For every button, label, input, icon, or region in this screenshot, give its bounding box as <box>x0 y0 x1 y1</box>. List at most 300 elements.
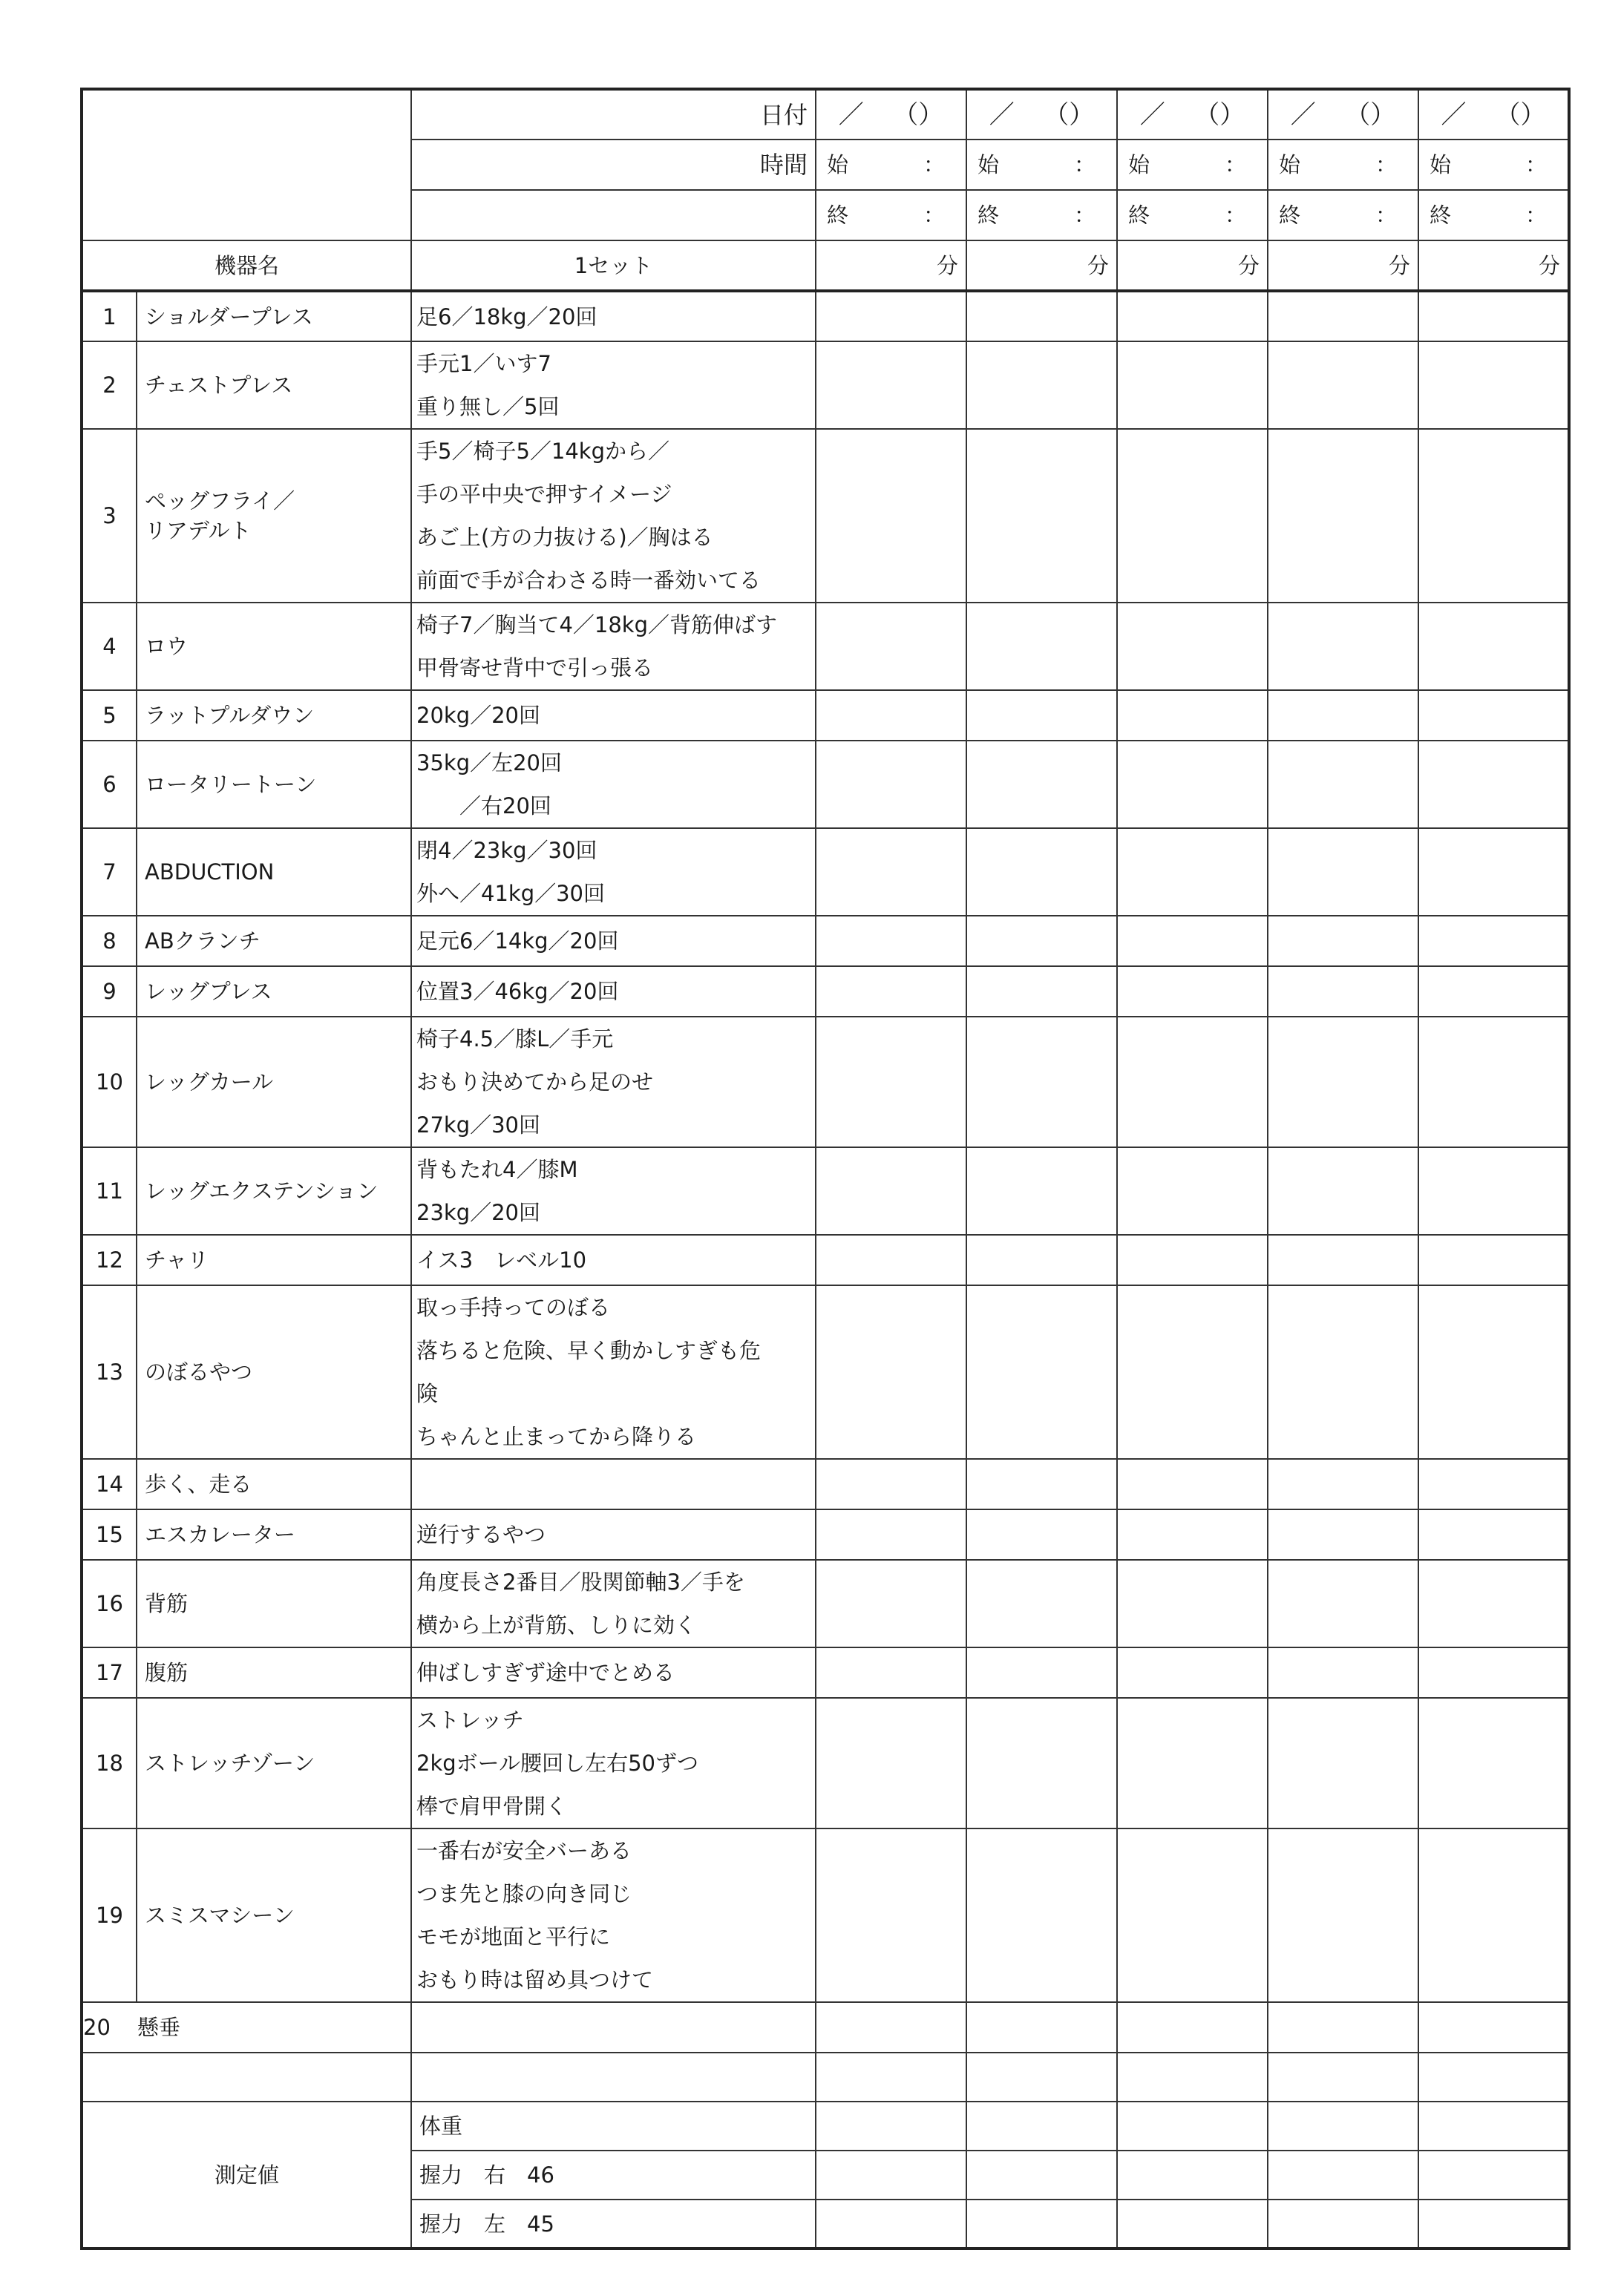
exercise-row <box>82 966 1569 1017</box>
end-time-cell[interactable] <box>816 190 966 240</box>
exercise-number: 6 <box>82 741 137 828</box>
end-time-cell[interactable] <box>1268 190 1418 240</box>
exercise-name-line: ペッグフライ／ <box>145 488 295 514</box>
record-cell[interactable] <box>816 1285 966 1459</box>
record-cell[interactable] <box>966 1235 1117 1285</box>
record-cell[interactable] <box>966 966 1117 1017</box>
record-cell[interactable] <box>966 741 1117 828</box>
time-label: 時間 <box>411 140 816 190</box>
record-cell[interactable] <box>1117 1459 1268 1509</box>
exercise-name <box>137 429 411 603</box>
setting-line: 険 <box>416 1381 439 1406</box>
exercise-name-line: ABクランチ <box>145 928 261 954</box>
record-cell[interactable] <box>1268 1560 1418 1647</box>
record-cell[interactable] <box>966 2002 1117 2053</box>
exercise-name <box>137 1828 411 2002</box>
record-cell[interactable] <box>1418 1459 1569 1509</box>
measurement-value-cell[interactable] <box>966 2151 1117 2200</box>
record-cell[interactable] <box>1117 2002 1268 2053</box>
record-cell[interactable] <box>1418 1647 1569 1698</box>
record-cell[interactable] <box>1117 603 1268 690</box>
exercise-name-line: レッグエクステンション <box>145 1178 379 1204</box>
record-cell[interactable] <box>1418 1698 1569 1828</box>
setting-line: 椅子4.5／膝L／手元 <box>416 1026 614 1052</box>
record-cell[interactable] <box>1117 1017 1268 1147</box>
exercise-number: 12 <box>82 1235 137 1285</box>
record-cell[interactable] <box>1117 1647 1268 1698</box>
time-end-blank <box>411 190 816 240</box>
setting-line: 23kg／20回 <box>416 1200 541 1225</box>
exercise-name-line: スミスマシーン <box>145 1903 295 1928</box>
record-cell[interactable] <box>966 291 1117 341</box>
record-cell[interactable] <box>1117 828 1268 916</box>
exercise-settings <box>411 1459 816 1509</box>
record-cell[interactable] <box>1418 2053 1569 2102</box>
record-cell[interactable] <box>816 1017 966 1147</box>
exercise-settings <box>411 603 816 690</box>
setting-line: 椅子7／胸当て4／18kg／背筋伸ばす <box>416 612 778 637</box>
exercise-name-line: ABDUCTION <box>145 859 275 885</box>
record-cell[interactable] <box>966 2053 1117 2102</box>
record-cell[interactable] <box>1418 828 1569 916</box>
exercise-name <box>137 1509 411 1560</box>
record-cell[interactable] <box>966 603 1117 690</box>
exercise-row <box>82 1828 1569 2002</box>
exercise-settings <box>411 1509 816 1560</box>
setting-line: 横から上が背筋、しりに効く <box>416 1613 697 1638</box>
exercise-number-name <box>82 2002 411 2053</box>
setting-line: 位置3／46kg／20回 <box>416 979 619 1004</box>
exercise-settings <box>411 1698 816 1828</box>
exercise-name <box>137 1017 411 1147</box>
exercise-settings <box>411 1647 816 1698</box>
record-cell[interactable] <box>966 1017 1117 1147</box>
date-cell[interactable] <box>1117 89 1268 140</box>
measurement-value-cell[interactable] <box>816 2151 966 2200</box>
record-cell[interactable] <box>816 828 966 916</box>
setting-line: 取っ手持ってのぼる <box>416 1295 611 1320</box>
record-cell[interactable] <box>966 690 1117 741</box>
set-header: 1セット <box>411 240 816 291</box>
exercise-number: 18 <box>82 1698 137 1828</box>
setting-line: 20kg／20回 <box>416 703 541 728</box>
record-cell[interactable] <box>1268 1698 1418 1828</box>
measurement-value-cell[interactable] <box>1268 2151 1418 2200</box>
record-cell[interactable] <box>1268 1509 1418 1560</box>
exercise-settings <box>411 690 816 741</box>
exercise-row <box>82 1017 1569 1147</box>
record-cell[interactable] <box>1268 2053 1418 2102</box>
record-cell[interactable] <box>816 1698 966 1828</box>
end-label: 終 <box>1430 203 1452 228</box>
record-cell[interactable] <box>816 1560 966 1647</box>
blank-row <box>82 2053 411 2102</box>
record-cell[interactable] <box>966 1560 1117 1647</box>
setting-line: 2kgボール腰回し左右50ずつ <box>416 1751 698 1776</box>
record-cell[interactable] <box>1268 291 1418 341</box>
measurement-label: 測定値 <box>82 2102 411 2249</box>
record-cell[interactable] <box>1418 690 1569 741</box>
record-cell[interactable] <box>1117 916 1268 966</box>
setting-line: 逆行するやつ <box>416 1522 546 1547</box>
record-cell[interactable] <box>816 1147 966 1235</box>
record-cell[interactable] <box>966 1698 1117 1828</box>
measurement-value-cell[interactable] <box>816 2102 966 2151</box>
setting-line: 伸ばしすぎず途中でとめる <box>416 1660 675 1685</box>
duration-minutes-cell[interactable]: 分 <box>1117 240 1268 291</box>
exercise-number: 1 <box>82 291 137 341</box>
record-cell[interactable] <box>966 341 1117 429</box>
setting-line: 背もたれ4／膝M <box>416 1157 578 1182</box>
record-cell[interactable] <box>966 1828 1117 2002</box>
exercise-settings <box>411 429 816 603</box>
record-cell[interactable] <box>1268 916 1418 966</box>
record-cell[interactable] <box>1117 966 1268 1017</box>
date-slash: ／ <box>1441 99 1467 130</box>
record-cell[interactable] <box>816 2002 966 2053</box>
record-cell[interactable] <box>816 1647 966 1698</box>
record-cell[interactable] <box>816 341 966 429</box>
exercise-name-line: ショルダープレス <box>145 304 313 329</box>
exercise-name-line: ラットプルダウン <box>145 703 315 728</box>
record-cell[interactable] <box>816 291 966 341</box>
end-time-cell[interactable] <box>966 190 1117 240</box>
setting-line: あご上(方の力抜ける)／胸はる <box>416 525 713 550</box>
exercise-name-line: リアデルト <box>145 518 252 543</box>
exercise-settings <box>411 1235 816 1285</box>
start-time-cell[interactable] <box>1418 140 1569 190</box>
exercise-row <box>82 1285 1569 1459</box>
exercise-number: 5 <box>82 690 137 741</box>
exercise-name <box>137 828 411 916</box>
measurement-value-cell[interactable] <box>1117 2200 1268 2249</box>
exercise-name <box>137 341 411 429</box>
exercise-row <box>82 1235 1569 1285</box>
record-cell[interactable] <box>1418 1147 1569 1235</box>
measurement-value-cell[interactable] <box>966 2200 1117 2249</box>
exercise-settings <box>411 1147 816 1235</box>
record-cell[interactable] <box>1268 1235 1418 1285</box>
setting-line: つま先と膝の向き同じ <box>416 1881 632 1906</box>
date-cell[interactable] <box>816 89 966 140</box>
setting-line: 足元6／14kg／20回 <box>416 928 619 954</box>
start-label: 始 <box>1430 152 1452 177</box>
measurement-value-cell[interactable] <box>1117 2151 1268 2200</box>
setting-line: 外へ／41kg／30回 <box>416 881 606 906</box>
duration-minutes-cell[interactable]: 分 <box>1268 240 1418 291</box>
record-cell[interactable] <box>816 1509 966 1560</box>
start-label: 始 <box>1128 152 1150 177</box>
record-cell[interactable] <box>1117 1147 1268 1235</box>
record-cell[interactable] <box>816 916 966 966</box>
start-label: 始 <box>827 152 849 177</box>
date-slash: ／ <box>989 99 1015 130</box>
measurement-value-cell[interactable] <box>966 2102 1117 2151</box>
duration-minutes-cell[interactable]: 分 <box>816 240 966 291</box>
exercise-name-line: 背筋 <box>145 1591 189 1616</box>
measurement-value-cell[interactable] <box>1268 2102 1418 2151</box>
exercise-name <box>137 1647 411 1698</box>
record-cell[interactable] <box>816 1828 966 2002</box>
record-cell[interactable] <box>966 429 1117 603</box>
record-cell[interactable] <box>1418 966 1569 1017</box>
setting-line: ／右20回 <box>416 793 551 819</box>
exercise-number: 10 <box>82 1017 137 1147</box>
setting-line: 角度長さ2番目／股関節軸3／手を <box>416 1570 745 1595</box>
record-cell[interactable] <box>966 1285 1117 1459</box>
exercise-name-line: ロウ <box>145 634 189 659</box>
exercise-number: 11 <box>82 1147 137 1235</box>
start-time-cell[interactable] <box>816 140 966 190</box>
exercise-row <box>82 1147 1569 1235</box>
exercise-number: 13 <box>82 1285 137 1459</box>
setting-line: ちゃんと止まってから降りる <box>416 1424 697 1449</box>
date-weekday-paren: （） <box>1345 99 1396 130</box>
setting-line: 35kg／左20回 <box>416 750 563 775</box>
setting-line: 閉4／23kg／30回 <box>416 838 597 863</box>
record-cell[interactable] <box>1268 1147 1418 1235</box>
record-cell[interactable] <box>966 916 1117 966</box>
exercise-name <box>137 1147 411 1235</box>
record-cell[interactable] <box>1268 966 1418 1017</box>
record-cell[interactable] <box>1418 916 1569 966</box>
record-cell[interactable] <box>1268 828 1418 916</box>
exercise-number: 2 <box>82 341 137 429</box>
setting-line: 手元1／いす7 <box>416 351 551 376</box>
record-cell[interactable] <box>1418 603 1569 690</box>
exercise-settings <box>411 2002 816 2053</box>
date-slash: ／ <box>1139 99 1165 130</box>
record-cell[interactable] <box>1268 2002 1418 2053</box>
exercise-name <box>137 741 411 828</box>
record-cell[interactable] <box>1117 741 1268 828</box>
record-cell[interactable] <box>816 966 966 1017</box>
record-cell[interactable] <box>1117 690 1268 741</box>
time-colon: ： <box>1073 203 1096 228</box>
exercise-settings <box>411 741 816 828</box>
measurement-item: 握力 左 45 <box>411 2200 816 2249</box>
record-cell[interactable] <box>1268 341 1418 429</box>
exercise-name-line: チャリ <box>145 1247 209 1273</box>
measurement-value-cell[interactable] <box>1117 2102 1268 2151</box>
time-colon: ： <box>1525 203 1547 228</box>
end-label: 終 <box>977 203 1000 228</box>
date-cell[interactable] <box>966 89 1117 140</box>
record-cell[interactable] <box>1117 2053 1268 2102</box>
record-cell[interactable] <box>966 1509 1117 1560</box>
start-time-cell[interactable] <box>1117 140 1268 190</box>
exercise-row <box>82 1698 1569 1828</box>
exercise-name <box>137 1235 411 1285</box>
exercise-settings <box>411 1017 816 1147</box>
measurement-value-cell[interactable] <box>1418 2102 1569 2151</box>
record-cell[interactable] <box>1268 429 1418 603</box>
date-weekday-paren: （） <box>893 99 944 130</box>
start-label: 始 <box>977 152 1000 177</box>
record-cell[interactable] <box>816 429 966 603</box>
exercise-row <box>82 2002 1569 2053</box>
record-cell[interactable] <box>1268 741 1418 828</box>
record-cell[interactable] <box>1418 1560 1569 1647</box>
exercise-number: 7 <box>82 828 137 916</box>
exercise-row <box>82 1560 1569 1647</box>
time-colon: ： <box>1224 203 1246 228</box>
setting-line: 前面で手が合わさる時一番効いてる <box>416 568 762 593</box>
date-weekday-paren: （） <box>1194 99 1245 130</box>
exercise-name-line: 歩く、走る <box>145 1472 252 1497</box>
record-cell[interactable] <box>1117 1509 1268 1560</box>
exercise-settings <box>411 291 816 341</box>
record-cell[interactable] <box>1117 1235 1268 1285</box>
setting-line: 重り無し／5回 <box>416 394 560 419</box>
record-cell[interactable] <box>966 1147 1117 1235</box>
record-cell[interactable] <box>1268 1285 1418 1459</box>
date-weekday-paren: （） <box>1044 99 1095 130</box>
record-cell[interactable] <box>1117 1560 1268 1647</box>
record-cell[interactable] <box>816 1235 966 1285</box>
setting-line: 手5／椅子5／14kgから／ <box>416 439 670 464</box>
exercise-name-line: チェストプレス <box>145 373 293 398</box>
record-cell[interactable] <box>1268 1459 1418 1509</box>
exercise-name-line: レッグカール <box>145 1069 274 1095</box>
time-colon: ： <box>923 152 945 177</box>
record-cell[interactable] <box>816 2053 966 2102</box>
exercise-settings <box>411 341 816 429</box>
exercise-number: 9 <box>82 966 137 1017</box>
record-cell[interactable] <box>1268 1647 1418 1698</box>
start-label: 始 <box>1279 152 1301 177</box>
exercise-row <box>82 1647 1569 1698</box>
record-cell[interactable] <box>1418 1285 1569 1459</box>
measurement-value-cell[interactable] <box>1418 2200 1569 2249</box>
record-cell[interactable] <box>1117 1285 1268 1459</box>
setting-line: モモが地面と平行に <box>416 1924 611 1949</box>
date-slash: ／ <box>1290 99 1316 130</box>
exercise-number: 14 <box>82 1459 137 1509</box>
exercise-settings <box>411 916 816 966</box>
record-cell[interactable] <box>1418 1235 1569 1285</box>
time-colon: ： <box>1073 152 1096 177</box>
record-cell[interactable] <box>966 1647 1117 1698</box>
record-cell[interactable] <box>1117 1828 1268 2002</box>
exercise-name-line: レッグプレス <box>145 979 272 1004</box>
setting-line: 落ちると危険、早く動かしすぎも危 <box>416 1338 762 1363</box>
record-cell[interactable] <box>1418 429 1569 603</box>
record-cell[interactable] <box>1268 1017 1418 1147</box>
date-slash: ／ <box>838 99 864 130</box>
exercise-name <box>137 916 411 966</box>
setting-line: 棒で肩甲骨開く <box>416 1794 568 1819</box>
exercise-row <box>82 690 1569 741</box>
measurement-value-cell[interactable] <box>816 2200 966 2249</box>
record-cell[interactable] <box>1268 1828 1418 2002</box>
time-colon: ： <box>1375 152 1397 177</box>
date-cell[interactable] <box>1268 89 1418 140</box>
time-colon: ： <box>1375 203 1397 228</box>
record-cell[interactable] <box>816 603 966 690</box>
duration-minutes-cell[interactable]: 分 <box>1418 240 1569 291</box>
setting-line: 足6／18kg／20回 <box>416 304 597 329</box>
record-cell[interactable] <box>1418 741 1569 828</box>
measurement-value-cell[interactable] <box>1268 2200 1418 2249</box>
exercise-row <box>82 429 1569 603</box>
start-time-cell[interactable] <box>1268 140 1418 190</box>
exercise-number: 17 <box>82 1647 137 1698</box>
record-cell[interactable] <box>1117 291 1268 341</box>
record-cell[interactable] <box>1418 1828 1569 2002</box>
measurement-value-cell[interactable] <box>1418 2151 1569 2200</box>
blank-settings <box>411 2053 816 2102</box>
exercise-name <box>137 1698 411 1828</box>
record-cell[interactable] <box>1268 603 1418 690</box>
record-cell[interactable] <box>1418 2002 1569 2053</box>
exercise-settings <box>411 828 816 916</box>
record-cell[interactable] <box>816 1459 966 1509</box>
exercise-number: 16 <box>82 1560 137 1647</box>
setting-line: ストレッチ <box>416 1708 524 1733</box>
record-cell[interactable] <box>966 1459 1117 1509</box>
exercise-row <box>82 291 1569 341</box>
date-weekday-paren: （） <box>1495 99 1546 130</box>
exercise-name <box>137 966 411 1017</box>
setting-line: 一番右が安全バーある <box>416 1838 632 1863</box>
duration-minutes-cell[interactable]: 分 <box>966 240 1117 291</box>
measurement-item: 握力 右 46 <box>411 2151 816 2200</box>
time-colon: ： <box>1525 152 1547 177</box>
setting-line: おもり時は留め具つけて <box>416 1967 654 1992</box>
record-cell[interactable] <box>1117 341 1268 429</box>
setting-line: イス3 レベル10 <box>416 1247 587 1273</box>
start-time-cell[interactable] <box>966 140 1117 190</box>
device-name-header: 機器名 <box>82 240 411 291</box>
exercise-number: 8 <box>82 916 137 966</box>
exercise-settings <box>411 1285 816 1459</box>
exercise-name-line: ロータリートーン <box>145 772 317 797</box>
record-cell[interactable] <box>1268 690 1418 741</box>
date-cell[interactable] <box>1418 89 1569 140</box>
device-header-blank <box>82 89 411 240</box>
workout-record-sheet <box>80 88 1571 2250</box>
record-cell[interactable] <box>816 741 966 828</box>
record-cell[interactable] <box>1418 1509 1569 1560</box>
record-cell[interactable] <box>1418 291 1569 341</box>
setting-line: 27kg／30回 <box>416 1112 541 1138</box>
record-cell[interactable] <box>816 690 966 741</box>
end-time-cell[interactable] <box>1117 190 1268 240</box>
record-cell[interactable] <box>966 828 1117 916</box>
exercise-name <box>137 1459 411 1509</box>
record-cell[interactable] <box>1418 341 1569 429</box>
exercise-name <box>137 1285 411 1459</box>
exercise-number: 4 <box>82 603 137 690</box>
end-label: 終 <box>1279 203 1301 228</box>
exercise-name-line: 腹筋 <box>145 1660 189 1685</box>
exercise-settings <box>411 1560 816 1647</box>
record-cell[interactable] <box>1117 429 1268 603</box>
record-cell[interactable] <box>1418 1017 1569 1147</box>
end-time-cell[interactable] <box>1418 190 1569 240</box>
exercise-settings <box>411 1828 816 2002</box>
setting-line: 手の平中央で押すイメージ <box>416 482 672 507</box>
exercise-name <box>137 690 411 741</box>
end-label: 終 <box>827 203 849 228</box>
measurement-item: 体重 <box>411 2102 816 2151</box>
exercise-name-line: エスカレーター <box>145 1522 296 1547</box>
record-cell[interactable] <box>1117 1698 1268 1828</box>
setting-line: 甲骨寄せ背中で引っ張る <box>416 655 654 680</box>
exercise-settings <box>411 966 816 1017</box>
exercise-row <box>82 341 1569 429</box>
